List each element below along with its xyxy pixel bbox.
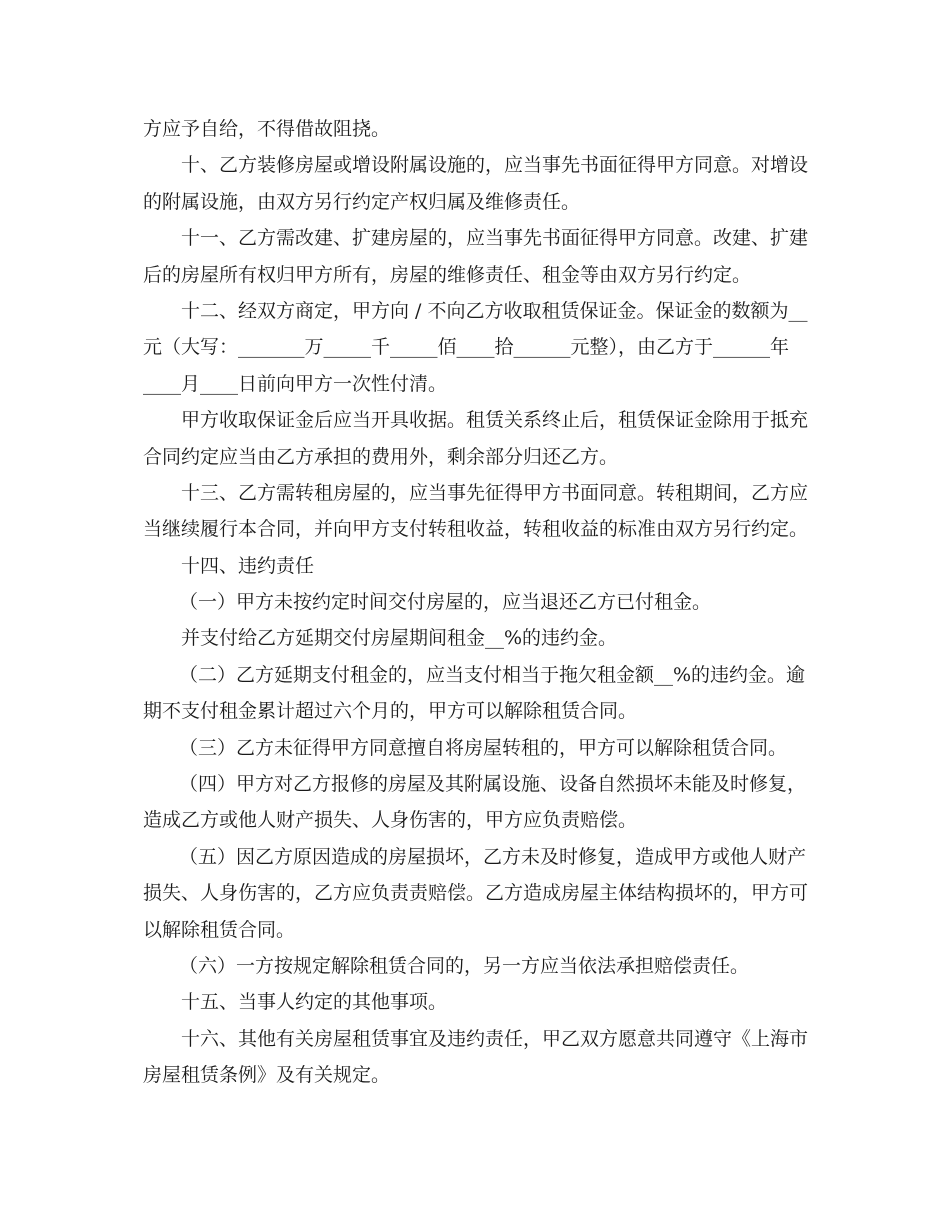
text-line: 期不支付租金累计超过六个月的，甲方可以解除租赁合同。: [143, 700, 638, 723]
document-body: [143, 111, 809, 1094]
text-line: 方应予自给，不得借故阻挠。: [143, 118, 391, 140]
text-line: 并支付给乙方延期交付房屋期间租金__%的违约金。: [181, 627, 618, 650]
text-line: 合同约定应当由乙方承担的费用外，剩余部分归还乙方。: [143, 445, 619, 468]
text-line: 房屋租赁条例》及有关规定。: [143, 1064, 391, 1087]
text-line: ____月____日前向甲方一次性付清。: [143, 372, 448, 395]
text-line: （五）因乙方原因造成的房屋损坏，乙方未及时修复，造成甲方或他人财产: [179, 845, 807, 868]
text-line: 十五、当事人约定的其他事项。: [181, 991, 448, 1014]
text-line: （三）乙方未征得甲方同意擅自将房屋转租的，甲方可以解除租赁合同。: [179, 736, 788, 759]
text-line: （二）乙方延期支付租金的，应当支付相当于拖欠租金额__%的违约金。逾: [179, 663, 806, 686]
text-line: 当继续履行本合同，并向甲方支付转租收益，转租收益的标准由双方另行约定。: [143, 518, 809, 541]
text-line: 以解除租赁合同。: [143, 918, 296, 941]
text-line: 十四、违约责任: [181, 554, 315, 577]
text-line: 甲方收取保证金后应当开具收据。租赁关系终止后，租赁保证金除用于抵充: [181, 409, 809, 432]
text-line: （六）一方按规定解除租赁合同的，另一方应当依法承担赔偿责任。: [179, 954, 750, 977]
text-line: 十、乙方装修房屋或增设附属设施的，应当事先书面征得甲方同意。对增设: [181, 154, 809, 177]
text-line: 十二、经双方商定，甲方向 / 不向乙方收取租赁保证金。保证金的数额为__: [181, 299, 808, 322]
text-line: 造成乙方或他人财产损失、人身伤害的，甲方应负责赔偿。: [143, 809, 638, 832]
text-line: 元（大写：_______万_____千_____佰____拾______元整），由乙方于______年: [143, 336, 790, 359]
text-line: 十六、其他有关房屋租赁事宜及违约责任，甲乙双方愿意共同遵守《上海市: [181, 1027, 809, 1050]
text-line: （四）甲方对乙方报修的房屋及其附属设施、设备自然损坏未能及时修复，: [179, 773, 807, 796]
text-line: 十一、乙方需改建、扩建房屋的，应当事先书面征得甲方同意。改建、扩建: [181, 227, 809, 250]
text-line: 的附属设施，由双方另行约定产权归属及维修责任。: [143, 190, 581, 213]
text-line: 后的房屋所有权归甲方所有，房屋的维修责任、租金等由双方另行约定。: [143, 263, 752, 286]
text-line: （一）甲方未按约定时间交付房屋的，应当退还乙方已付租金。: [179, 591, 712, 614]
text-line: 十三、乙方需转租房屋的，应当事先征得甲方书面同意。转租期间，乙方应: [181, 481, 809, 504]
text-line: 损失、人身伤害的，乙方应负责责赔偿。乙方造成房屋主体结构损坏的，甲方可: [143, 882, 809, 905]
